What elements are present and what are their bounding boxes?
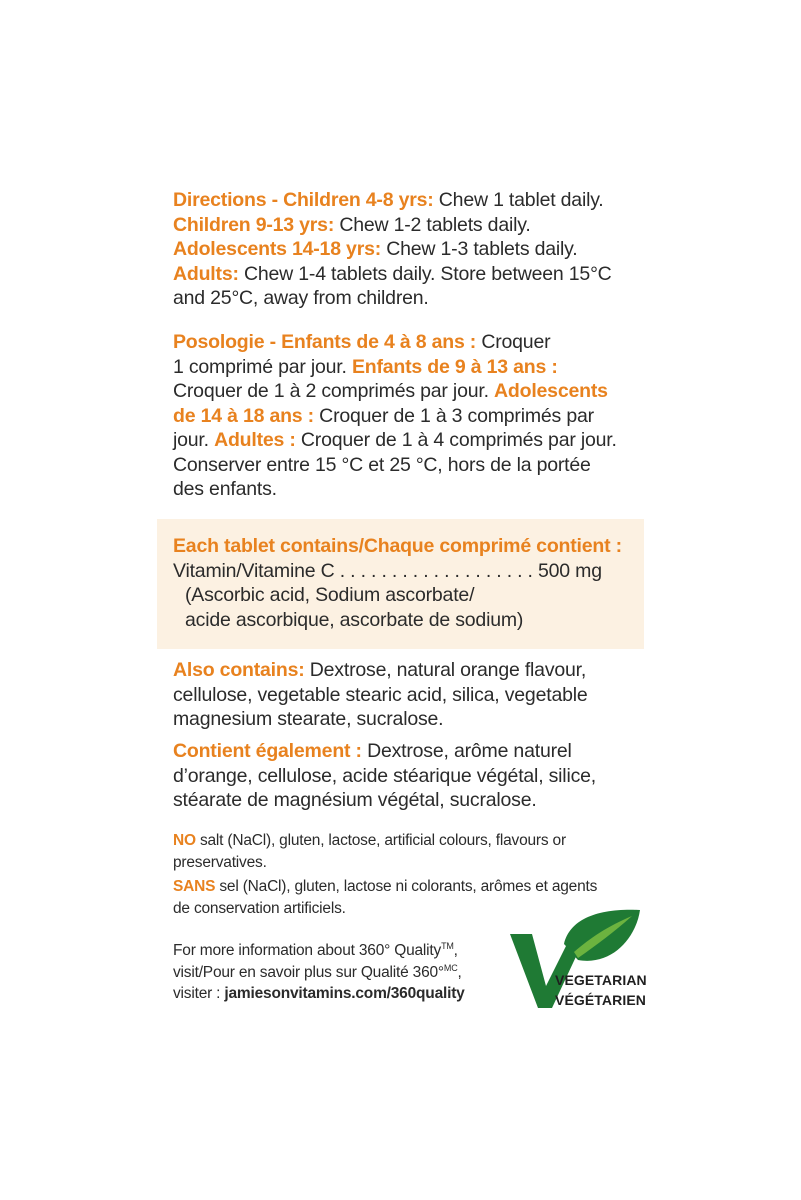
posologie-line-7: des enfants. (173, 478, 277, 500)
also-line-2: cellulose, vegetable stearic acid, silica, vegetable (173, 683, 588, 706)
ingredient-vitamin-c: Vitamin/Vitamine C . . . . . . . . . . . . . . . . . . . 500 mg (173, 559, 602, 582)
info-line-3: visiter : jamiesonvitamins.com/360quality (173, 985, 465, 1002)
directions-line-2: Children 9-13 yrs: Chew 1-2 tablets daily. (173, 213, 531, 236)
ingredients-heading: Each tablet contains/Chaque comprimé contient : (173, 535, 622, 557)
website-link[interactable]: jamiesonvitamins.com/360quality (224, 985, 465, 1002)
posologie-section (173, 330, 643, 502)
contient-line-1: Contient également : Dextrose, arôme naturel (173, 740, 572, 762)
no-line-1: NO salt (NaCl), gluten, lactose, artificial colours, flavours or (173, 832, 566, 849)
no-section (173, 830, 643, 873)
posologie-line-6: Conserver entre 15 °C et 25 °C, hors de la portée (173, 453, 591, 476)
ingredient-note-1: (Ascorbic acid, Sodium ascorbate/ (185, 584, 475, 606)
posologie-line-1: Posologie - Enfants de 4 à 8 ans : Croquer (173, 331, 551, 353)
contient-line-2: d’orange, cellulose, acide stéarique végétal, silice, (173, 764, 596, 787)
sans-line-1: SANS sel (NaCl), gluten, lactose ni colorants, arômes et agents (173, 878, 598, 895)
sans-line-2: de conservation artificiels. (173, 899, 346, 917)
vegetarian-logo (508, 908, 648, 1018)
ingredients-section (173, 534, 643, 632)
contient-section (173, 739, 643, 813)
posologie-line-3: Croquer de 1 à 2 comprimés par jour. Adolescents (173, 380, 608, 402)
info-line-2: visit/Pour en savoir plus sur Qualité 360°$^{MC}$, (173, 962, 462, 981)
posologie-line-5: jour. Adultes : Croquer de 1 à 4 comprimés par jour. (173, 429, 617, 451)
logo-text-french: VÉGÉTARIEN (555, 992, 646, 1008)
contient-line-3: stéarate de magnésium végétal, sucralose. (173, 789, 537, 811)
directions-line-3: Adolescents 14-18 yrs: Chew 1-3 tablets daily. (173, 238, 578, 260)
logo-text-english: VEGETARIAN (555, 972, 647, 988)
ingredient-note-2: acide ascorbique, ascorbate de sodium) (185, 608, 524, 631)
posologie-line-2: 1 comprimé par jour. Enfants de 9 à 13 ans : (173, 355, 558, 378)
also-contains-section (173, 658, 643, 732)
directions-line-1: Directions - Children 4-8 yrs: Chew 1 tablet daily. (173, 189, 604, 211)
directions-section (173, 188, 643, 311)
posologie-line-4: de 14 à 18 ans : Croquer de 1 à 3 comprimés par (173, 404, 594, 427)
also-line-3: magnesium stearate, sucralose. (173, 708, 444, 730)
also-line-1: Also contains: Dextrose, natural orange flavour, (173, 659, 587, 681)
directions-line-4: Adults: Chew 1-4 tablets daily. Store between 15°C (173, 262, 612, 285)
info-line-1: For more information about 360° Quality™, (173, 941, 458, 959)
info-section (173, 940, 503, 1005)
no-line-2: preservatives. (173, 853, 267, 871)
directions-line-5: and 25°C, away from children. (173, 287, 429, 309)
